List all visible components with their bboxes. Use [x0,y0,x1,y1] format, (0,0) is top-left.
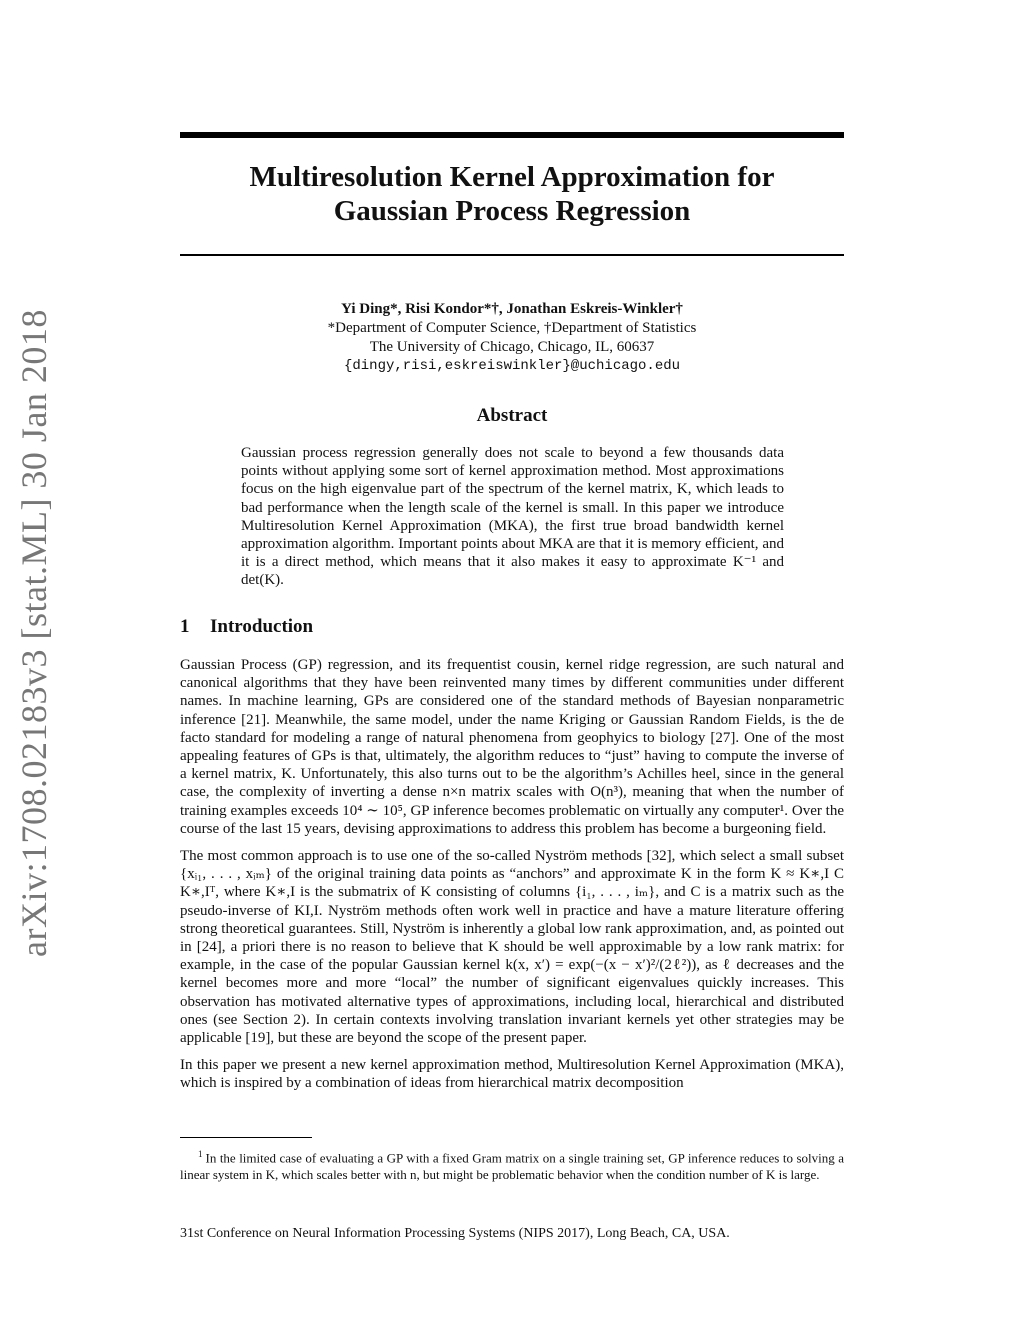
section-number: 1 [180,616,190,637]
author-block [180,300,844,376]
intro-paragraph-3: In this paper we present a new kernel approximation method, Multiresolution Kernel Approximation (MKA), which is inspired by a combination of ideas from hierarchical matrix decomposition [180,1057,844,1092]
footnote-mark: 1 [198,1149,203,1159]
author-emails[interactable]: {dingy,risi,eskreiswinkler}@uchicago.edu [343,358,681,374]
title-line-1: Multiresolution Kernel Approximation for [249,161,775,193]
abstract-text: Gaussian process regression generally does not scale to beyond a few thousands data points without applying some sort of kernel approximation method. Most approximations focus on the high eigenvalue part of the spectrum of the kernel matrix, K, which leads to bad performance when the length scale of the kernel is small. In this paper we introduce Multiresolution Kernel Approximation (MKA), the first true broad bandwidth kernel approximation algorithm. Important points about MKA are that it is memory efficient, and it is a direct method, which means that it also makes it easy to approximate K⁻¹ and det(K). [241,445,784,589]
affiliation-departments: *Department of Computer Science, †Department of Statistics [327,320,697,336]
intro-paragraph-1: Gaussian Process (GP) regression, and its frequentist cousin, kernel ridge regression, are such natural and canonical algorithms that they have been reinvented many times by different communities under different names. In machine learning, GPs are considered one of the standard methods of Bayesian nonparametric inference [21]. Meanwhile, the same model, under the name Kriging or Gaussian Random Fields, is the de facto standard for modeling a range of natural phenomena from geophyics to biology [27]. One of the most appealing features of GPs is that, ultimately, the algorithm reduces to “just” having to compute the inverse of a kernel matrix, K. Unfortunately, this also turns out to be the algorithm’s Achilles heel, since in the general case, the complexity of inverting a dense n×n matrix scales with O(n³), meaning that when the number of training examples exceeds 10⁴ ∼ 10⁵, GP inference becomes problematic on virtually any computer¹. Over the course of the last 15 years, devising approximations to address this problem has become a burgeoning field. [180,657,844,837]
title-bottom-rule [180,254,844,256]
paper-title [180,160,844,228]
footnote [180,1146,844,1183]
arxiv-side-stamp[interactable]: arXiv:1708.02183v3 [stat.ML] 30 Jan 2018 [14,309,54,957]
conference-note: 31st Conference on Neural Information Processing Systems (NIPS 2017), Long Beach, CA, USA. [180,1226,730,1241]
section-heading-introduction [180,616,844,638]
author-names: Yi Ding*, Risi Kondor*†, Jonathan Eskreis-Winkler† [341,301,683,317]
title-top-rule [180,132,844,138]
footnote-text: In the limited case of evaluating a GP with a fixed Gram matrix on a single training set, GP inference reduces to solving a linear system in K, which scales better with n, but might be problematic behavior when the condition number of K is large. [180,1150,844,1183]
abstract-heading: Abstract [476,405,548,426]
title-line-2: Gaussian Process Regression [333,195,691,227]
intro-paragraph-2: The most common approach is to use one of the so-called Nyström methods [32], which select a small subset {xᵢ₁, . . . , xᵢₘ} of the original training data points as “anchors” and approximate K in the form K ≈ K∗,I C K∗,Iᵀ, where K∗,I is the submatrix of K consisting of columns {i₁, . . . , iₘ}, and C is a matrix such as the pseudo-inverse of KI,I. Nyström methods often work well in practice and have a mature literature offering strong theoretical guarantees. Still, Nyström is inherently a global low rank approximation, and, as pointed out in [24], a priori there is no reason to believe that K should be well approximable by a low rank matrix: for example, in the case of the popular Gaussian kernel k(x, x′) = exp(−(x − x′)²/(2ℓ²)), as ℓ decreases and the kernel becomes more and more “local” the number of significant eigenvalues quickly increases. This observation has motivated alternative types of approximations, including local, hierarchical and distributed ones (see Section 2). In certain contexts involving translation invariant kernels yet other strategies may be applicable [19], but these are beyond the scope of the present paper. [180,848,844,1047]
footnote-rule [180,1137,312,1138]
introduction-body [180,656,844,1102]
section-title: Introduction [210,616,314,637]
affiliation-university: The University of Chicago, Chicago, IL, 60637 [369,339,655,355]
